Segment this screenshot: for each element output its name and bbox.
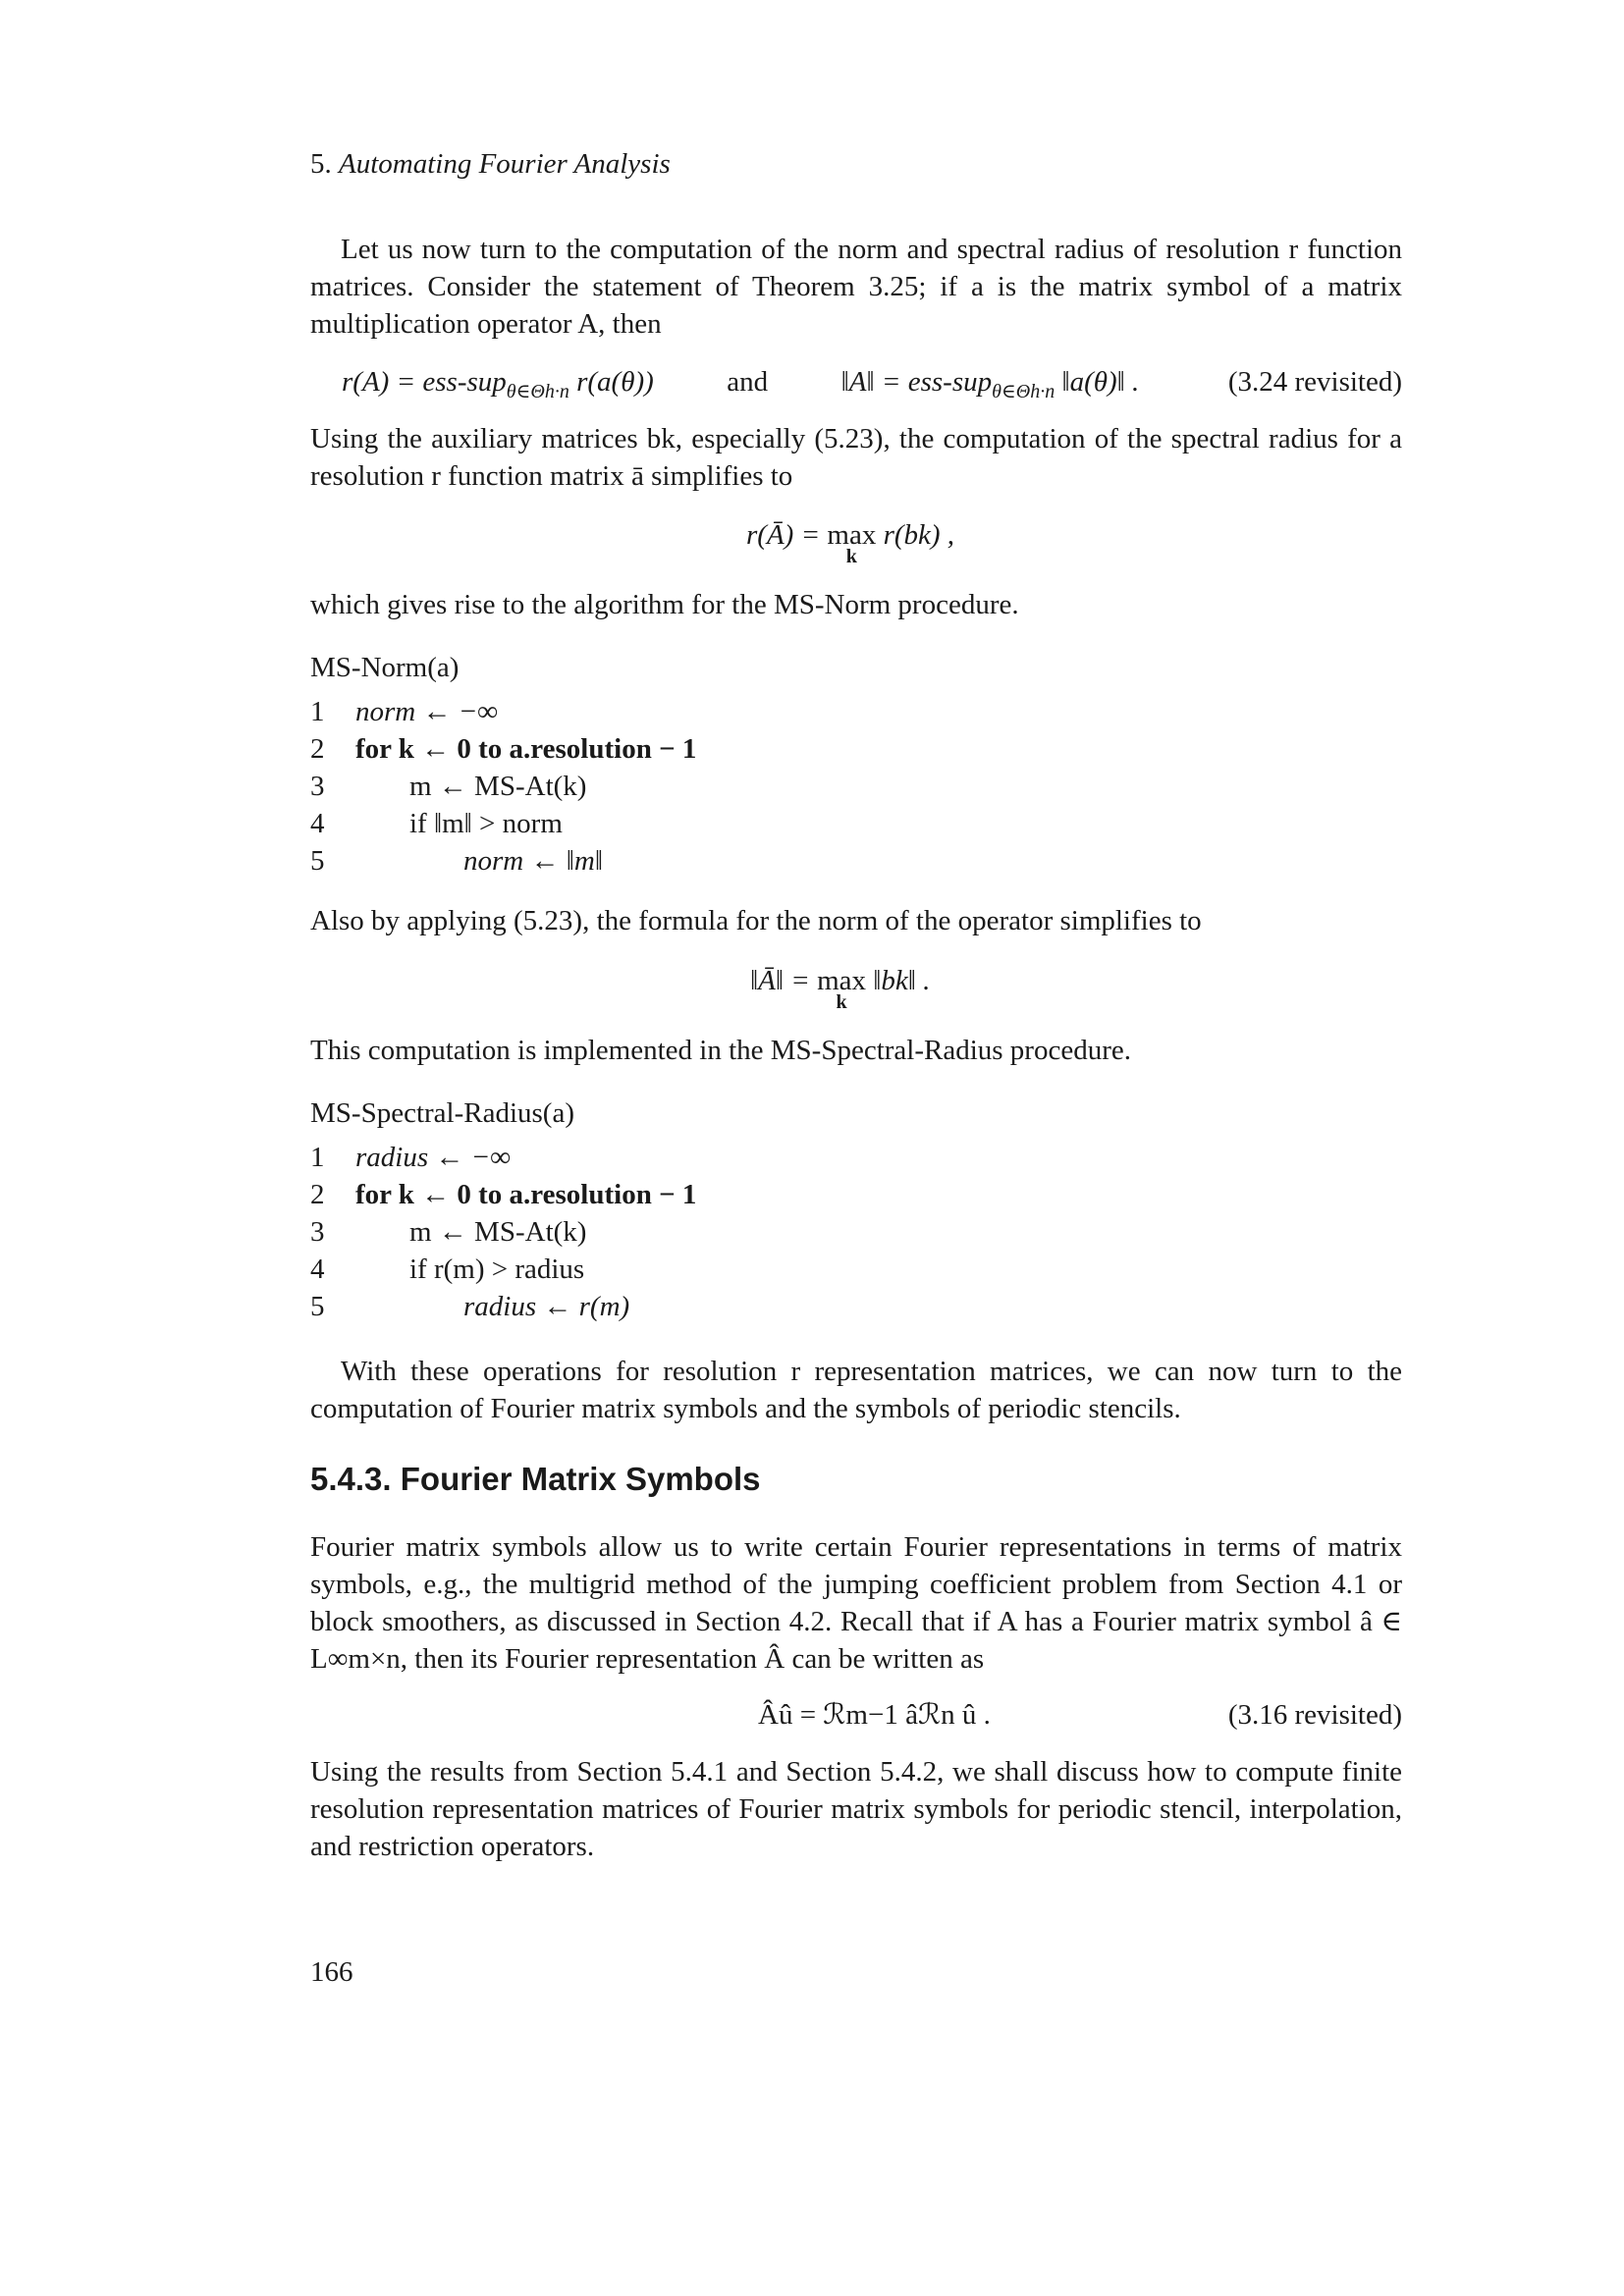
equation-norm — [750, 962, 931, 1013]
algorithm-ms-spectral-radius-line — [310, 1139, 511, 1176]
algorithm-ms-norm-line — [310, 693, 498, 730]
line-text: if ‖m‖ > norm — [409, 808, 563, 839]
line-text: if r(m) > radius — [409, 1254, 585, 1285]
line-number: 2 — [310, 733, 325, 765]
eq-324-and: and — [727, 366, 769, 398]
line-number: 3 — [310, 771, 325, 802]
equation-3-16: Âû = ℛm−1 âℛn û . — [758, 1699, 991, 1731]
eq-324-left-tail: r(a(θ)) — [568, 366, 654, 398]
line-number: 4 — [310, 1254, 325, 1285]
paragraph-intro: Let us now turn to the computation of the norm and spectral radius of resolution r function matrices. Consider the statement of Theorem 3.25; if a is the matrix symbol of a matrix multiplication operator A, then — [310, 234, 1402, 340]
equation-3-16-tag: (3.16 revisited) — [1227, 1699, 1402, 1731]
line-text: norm ← −∞ — [355, 696, 498, 727]
page-number: 166 — [310, 1956, 353, 1988]
algorithm-ms-norm-line — [310, 768, 586, 805]
line-text: for k ← 0 to a.resolution − 1 — [355, 733, 697, 765]
eq-324-right-sub: θ∈Θh·n — [992, 380, 1056, 402]
line-number: 2 — [310, 1179, 325, 1210]
eq-norm-lhs: ‖Ā‖ = — [750, 965, 818, 996]
running-head — [310, 145, 671, 183]
algorithm-ms-norm-title: MS-Norm(a) — [310, 652, 460, 683]
eq-norm-rhs: ‖bk‖ . — [866, 965, 931, 996]
algorithm-ms-spectral-radius-line — [310, 1288, 629, 1325]
chapter-title: Automating Fourier Analysis — [339, 148, 671, 180]
line-text: m ← MS-At(k) — [409, 1216, 587, 1248]
paragraph-fourier-symbols: Fourier matrix symbols allow us to write certain Fourier representations in terms of matrix symbols, e.g., the multigrid method of the jumping coefficient problem from Section 4.1 or block smoothers, as discussed in Section 4.2. Recall that if A has a Fourier matrix symbol â ∈ L∞m×n, then its Fourier representation Â can be written as — [310, 1531, 1402, 1675]
paragraph-transition: With these operations for resolution r representation matrices, we can now turn to the computation of Fourier matrix symbols and the symbols of periodic stencils. — [310, 1356, 1402, 1424]
line-number: 1 — [310, 696, 325, 727]
line-number: 3 — [310, 1216, 325, 1248]
paragraph-results: Using the results from Section 5.4.1 and Section 5.4.2, we shall discuss how to compute finite resolution representation matrices of Fourier matrix symbols for periodic stencil, interpolation, and restriction operators. — [310, 1756, 1402, 1862]
section-heading — [310, 1461, 761, 1498]
equation-3-24 — [342, 363, 1139, 400]
eq-324-left: r(A) = ess-sup — [342, 366, 507, 398]
line-text: for k ← 0 to a.resolution − 1 — [355, 1179, 697, 1210]
equation-3-24-tag: (3.24 revisited) — [1227, 366, 1402, 398]
algorithm-ms-spectral-radius-title: MS-Spectral-Radius(a) — [310, 1097, 574, 1129]
line-text: radius ← r(m) — [463, 1291, 630, 1322]
eq-324-right: ‖A‖ = ess-sup — [840, 366, 993, 398]
line-number: 5 — [310, 1291, 325, 1322]
chapter-number: 5. — [310, 148, 332, 180]
eq-radius-max-label: max — [827, 519, 877, 551]
algorithm-ms-spectral-radius-line — [310, 1251, 584, 1288]
line-number: 1 — [310, 1142, 325, 1173]
algorithm-ms-norm-line — [310, 842, 603, 880]
section-title: Fourier Matrix Symbols — [400, 1461, 761, 1497]
eq-norm-max — [817, 962, 867, 1013]
eq-norm-max-label: max — [817, 965, 867, 996]
paragraph-norm-formula: Also by applying (5.23), the formula for the norm of the operator simplifies to — [310, 905, 1202, 936]
line-text: m ← MS-At(k) — [409, 771, 587, 802]
algorithm-ms-norm-line — [310, 805, 563, 842]
eq-radius-lhs: r(Ā) = — [746, 519, 828, 551]
line-text: norm ← ‖m‖ — [463, 845, 603, 877]
line-number: 4 — [310, 808, 325, 839]
paragraph-auxiliary: Using the auxiliary matrices bk, especially (5.23), the computation of the spectral radius for a resolution r function matrix ā simplifies to — [310, 423, 1402, 492]
section-number: 5.4.3. — [310, 1461, 392, 1497]
line-number: 5 — [310, 845, 325, 877]
algorithm-ms-norm-line — [310, 730, 696, 768]
equation-spectral-radius — [746, 516, 955, 567]
eq-324-right-tail: ‖a(θ)‖ . — [1055, 366, 1140, 398]
eq-radius-max-sub: k — [845, 546, 857, 567]
eq-norm-max-sub: k — [836, 991, 847, 1013]
line-text: radius ← −∞ — [355, 1142, 511, 1173]
algorithm-ms-spectral-radius-line — [310, 1176, 696, 1213]
eq-radius-rhs: r(bk) , — [876, 519, 955, 551]
algorithm-ms-spectral-radius-line — [310, 1213, 586, 1251]
paragraph-ms-norm-intro: which gives rise to the algorithm for the MS-Norm procedure. — [310, 589, 1019, 620]
paragraph-spectral-intro: This computation is implemented in the MS-Spectral-Radius procedure. — [310, 1035, 1131, 1066]
eq-radius-max — [827, 516, 877, 567]
eq-324-left-sub: θ∈Θh·n — [506, 380, 569, 402]
